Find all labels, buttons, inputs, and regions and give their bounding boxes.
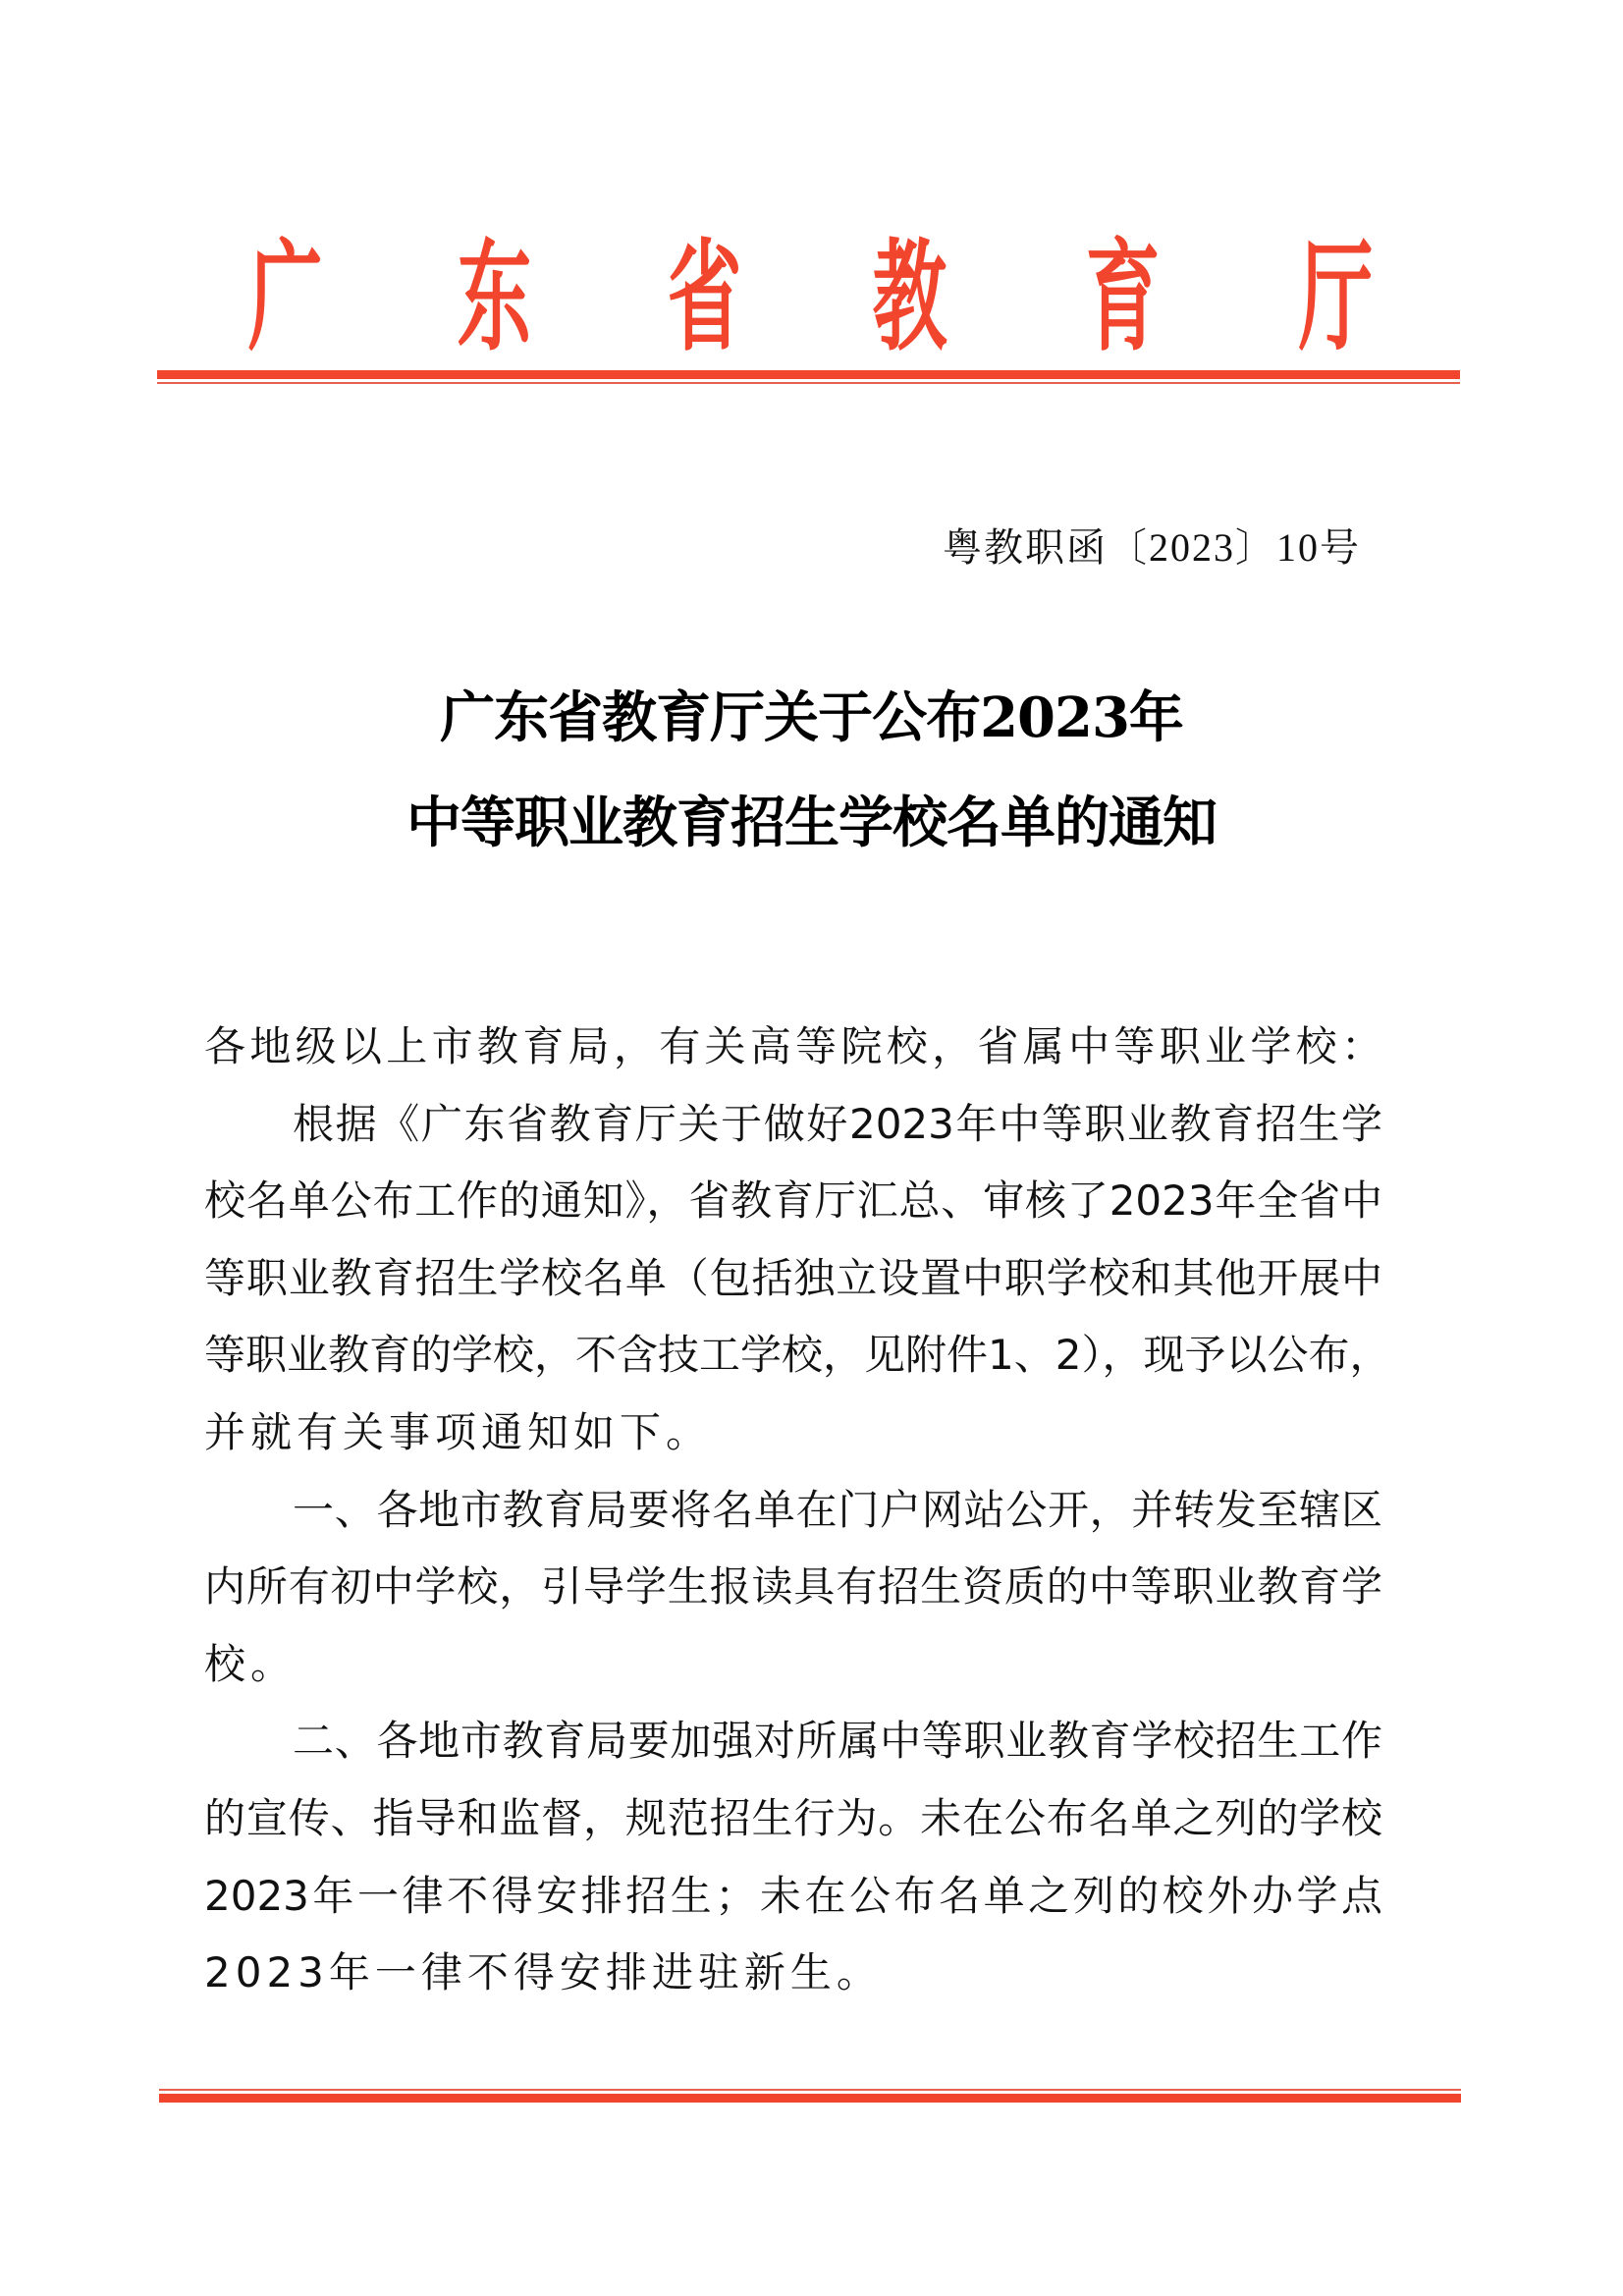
masthead-char: 东 [457,226,532,367]
body-line: 的宣传、指导和监督，规范招生行为。未在公布名单之列的学校 [204,1793,1382,1842]
masthead-char: 育 [1085,226,1161,367]
body-line: 内所有初中学校，引导学生报读具有招生资质的中等职业教育学 [204,1562,1382,1612]
masthead-char: 广 [247,226,323,367]
masthead-char: 厅 [1298,226,1374,367]
body-line: 校。 [204,1639,298,1688]
masthead [0,228,1623,365]
body-line: 根据《广东省教育厅关于做好2023年中等职业教育招生学 [293,1099,1382,1148]
title-line-1: 广东省教育厅关于公布2023年 [440,685,1183,750]
body-line: 2023年一律不得安排招生；未在公布名单之列的校外办学点 [204,1871,1382,1920]
body-line: 2023年一律不得安排进驻新生。 [204,1948,883,1997]
body-line: 校名单公布工作的通知》，省教育厅汇总、审核了2023年全省中 [204,1176,1382,1226]
title-line-2: 中等职业教育招生学校名单的通知 [406,791,1217,855]
body-line: 等职业教育招生学校名单（包括独立设置中职学校和其他开展中 [204,1253,1382,1302]
body-text [204,1009,1391,2012]
bottom-red-rule-thin [159,2089,1461,2091]
document-number: 粤教职函〔2023〕10号 [943,525,1361,570]
bottom-red-rule-thick [159,2094,1461,2103]
top-red-rule-thin [157,382,1460,384]
body-line: 一、各地市教育局要将名单在门户网站公开，并转发至辖区 [293,1485,1382,1534]
body-line: 并就有关事项通知如下。 [204,1407,713,1456]
salutation: 各地级以上市教育局，有关高等院校，省属中等职业学校： [204,1022,1382,1070]
masthead-char: 省 [667,226,742,367]
body-line: 二、各地市教育局要加强对所属中等职业教育学校招生工作 [293,1717,1382,1766]
body-line: 等职业教育的学校，不含技工学校，见附件1、2），现予以公布， [204,1331,1391,1380]
masthead-char: 教 [872,226,947,367]
top-red-rule-thick [157,370,1460,379]
